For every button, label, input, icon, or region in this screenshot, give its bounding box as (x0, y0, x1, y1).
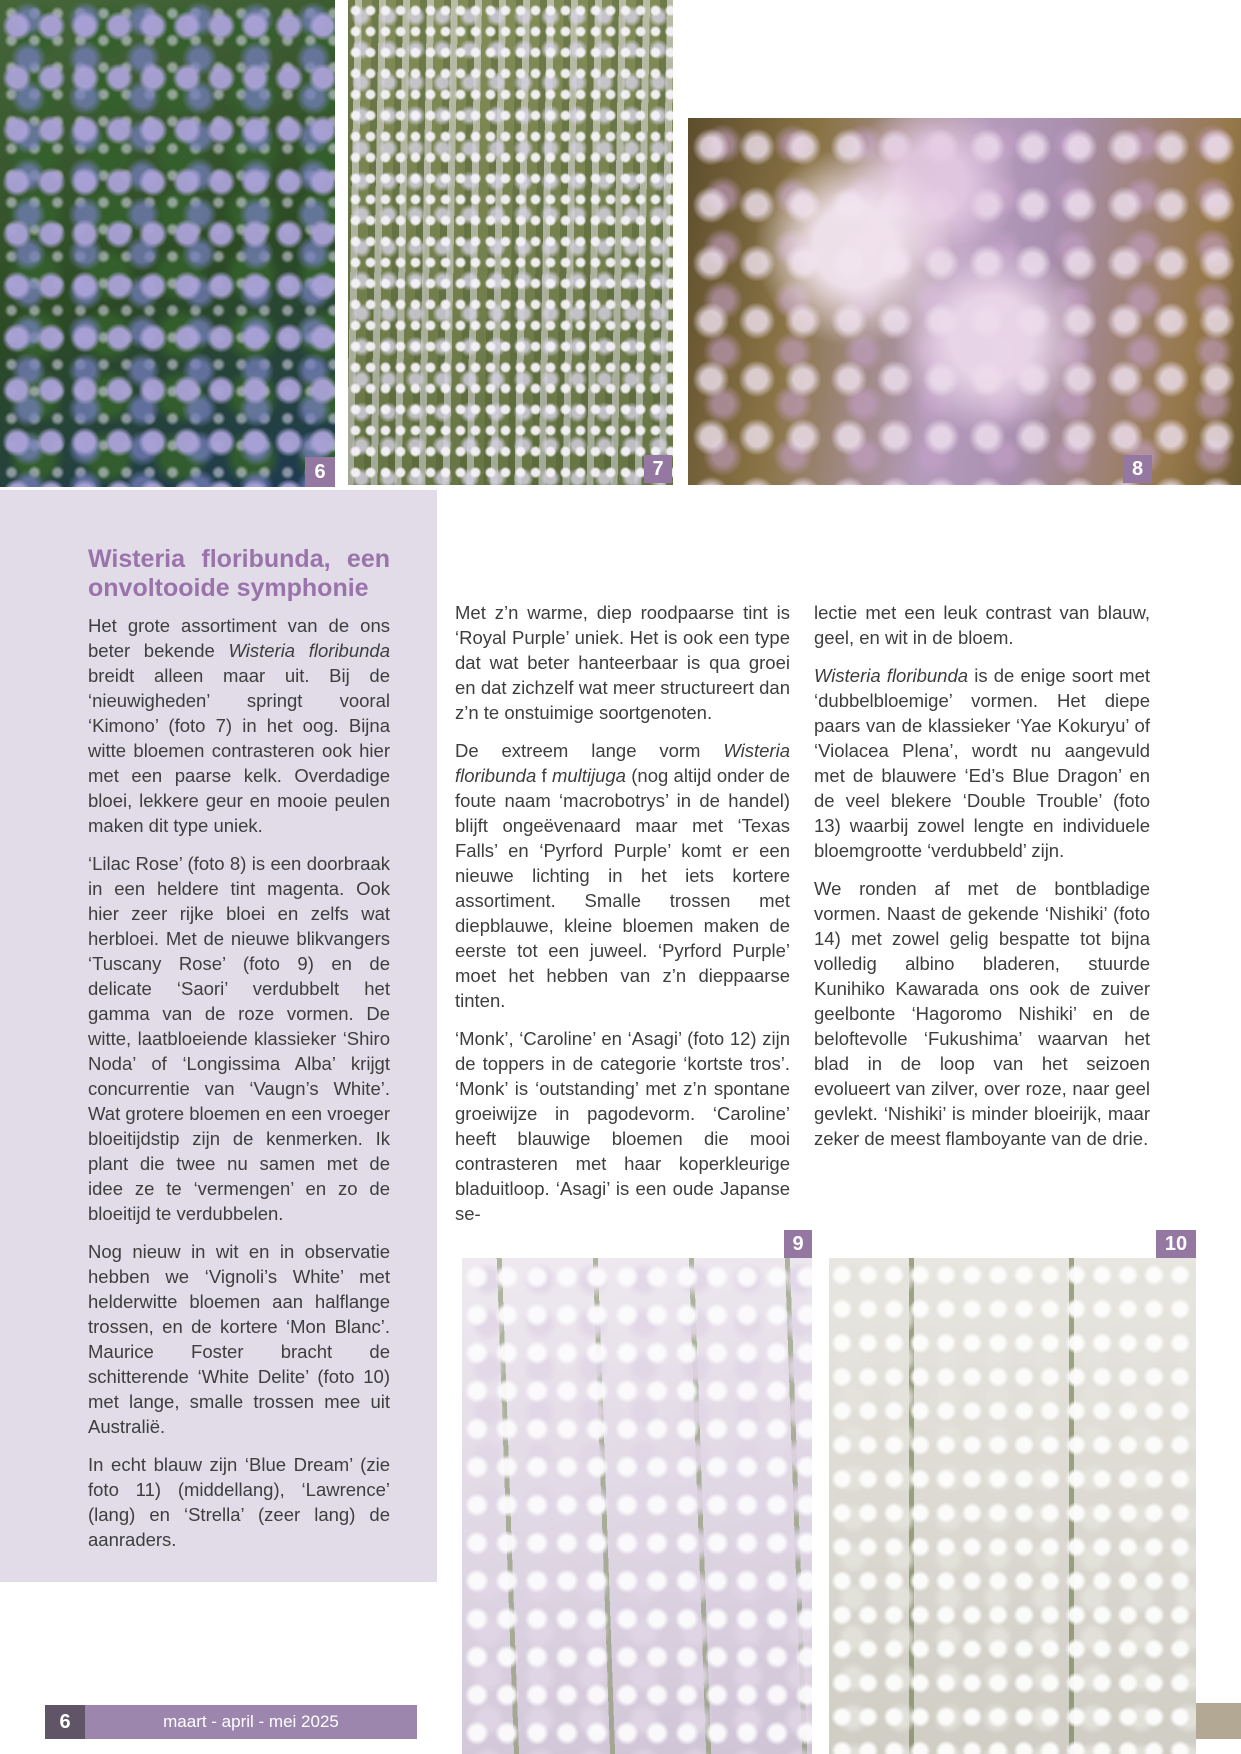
photo-badge-6: 6 (305, 457, 335, 487)
right-paragraph-3: We ronden af met de bontbladige vormen. Naast de gekende ‘Nishiki’ (foto 14) met zowel gelig bespatte tot bijna volledig albino bladeren, stuurde Kunihiko Kawarada ons ook de zuiver geelbonte ‘Hagoromo Nishiki’ en de beloftevolle ‘Fukushima’ waarvan het blad in de loop van het seizoen evolueert van zilver, over roze, naar geel gevlekt. ‘Nishiki’ is minder bloeirijk, maar zeker de meest flamboyante van de drie. (814, 878, 1150, 1149)
sidebar-paragraph-1: Het grote assortiment van de ons beter bekende Wisteria floribunda breidt alleen maar uit. Bij de ‘nieuwigheden’ springt vooral ‘Kimono’ (foto 7) in het oog. Bijna witte bloemen contrasteren ook hier met een paarse kelk. Overdadige bloei, lekkere geur en mooie peulen maken dit type uniek. (88, 615, 390, 836)
photo-badge-8: 8 (1123, 455, 1152, 483)
photo-badge-9: 9 (784, 1230, 812, 1258)
article-heading: Wisteria floribunda, een onvoltooide symphonie (88, 545, 390, 602)
right-paragraph-2: Wisteria floribunda is de enige soort met ‘dubbelbloemige’ vormen. Het diepe paars van de klassieker ‘Yae Kokuryu’ of ‘Violacea Plena’, wordt nu aangevuld met de blauwere ‘Ed’s Blue Dragon’ en de veel blekere ‘Double Trouble’ (foto 13) waarbij zowel lengte en individuele bloemgrootte ‘verdubbeld’ zijn. (814, 665, 1150, 861)
wisteria-photo-7 (348, 0, 673, 485)
right-paragraph-1: lectie met een leuk contrast van blauw, geel, en wit in de bloem. (814, 602, 1150, 648)
sidebar-article (88, 545, 390, 1552)
photo-badge-7: 7 (644, 455, 672, 483)
middle-paragraph-3: ‘Monk’, ‘Caroline’ en ‘Asagi’ (foto 12) zijn de toppers in de categorie ‘kortste tros’. ‘Monk’ is ‘outstanding’ met z’n spontane groeiwijze in pagodevorm. ‘Caroline’ heeft blauwige bloemen die mooi contrasteren met haar koperkleurige bladuitloop. ‘Asagi’ is een oude Japanse se- (455, 1028, 790, 1224)
column-right (814, 600, 1150, 1151)
footer-issue-bar (85, 1705, 417, 1739)
wisteria-photo-9 (462, 1258, 812, 1754)
footer-page-number: 6 (45, 1705, 85, 1739)
footer-issue-date: maart - april - mei 2025 (163, 1712, 339, 1731)
middle-paragraph-1: Met z’n warme, diep roodpaarse tint is ‘Royal Purple’ uniek. Het is ook een type dat wat beter hanteerbaar is qua groei en dat zichzelf wat meer structureert dan z’n te onstuimige soortgenoten. (455, 602, 790, 723)
wisteria-photo-6 (0, 0, 335, 487)
wisteria-photo-10 (829, 1258, 1196, 1754)
wisteria-photo-8 (688, 118, 1241, 485)
middle-paragraph-2: De extreem lange vorm Wisteria floribunda f multijuga (nog altijd onder de foute naam ‘macrobotrys’ in de handel) blijft ongeëvenaard maar met ‘Texas Falls’ en ‘Pyrford Purple’ komt er een nieuwe lichting in het iets kortere assortiment. Smalle trossen met diepblauwe, kleine bloemen maken de eerste tot een juweel. ‘Pyrford Purple’ moet het hebben van z’n dieppaarse tinten. (455, 740, 791, 1011)
sidebar-paragraph-2: ‘Lilac Rose’ (foto 8) is een doorbraak in een heldere tint magenta. Ook hier zeer rijke bloei en zelfs wat herbloei. Met de nieuwe blikvangers ‘Tuscany Rose’ (foto 9) en de delicate ‘Saori’ verdubbelt het gamma van de roze vormen. De witte, laatbloeiende klassieker ‘Shiro Noda’ of ‘Longissima Alba’ krijgt concurrentie van ‘Vaugn’s White’. Wat grotere bloemen en een vroeger bloeitijdstip zijn de kenmerken. Ik plant die twee nu samen met de idee ze te ‘vermengen’ en zo de bloeitijd te verdubbelen. (88, 853, 390, 1224)
column-middle (455, 600, 790, 1226)
sidebar-paragraph-4: In echt blauw zijn ‘Blue Dream’ (zie foto 11) (middellang), ‘Lawrence’ (lang) en ‘Strella’ (zeer lang) de aanraders. (88, 1454, 390, 1550)
sidebar-paragraph-3: Nog nieuw in wit en in observatie hebben we ‘Vignoli’s White’ met helderwitte bloemen aan halflange trossen, en de kortere ‘Mon Blanc’. Maurice Foster bracht de schitterende ‘White Delite’ (foto 10) met lange, smalle trossen mee uit Australië. (88, 1241, 390, 1437)
footer-right-bar (1196, 1703, 1241, 1739)
photo-badge-10: 10 (1156, 1230, 1196, 1258)
